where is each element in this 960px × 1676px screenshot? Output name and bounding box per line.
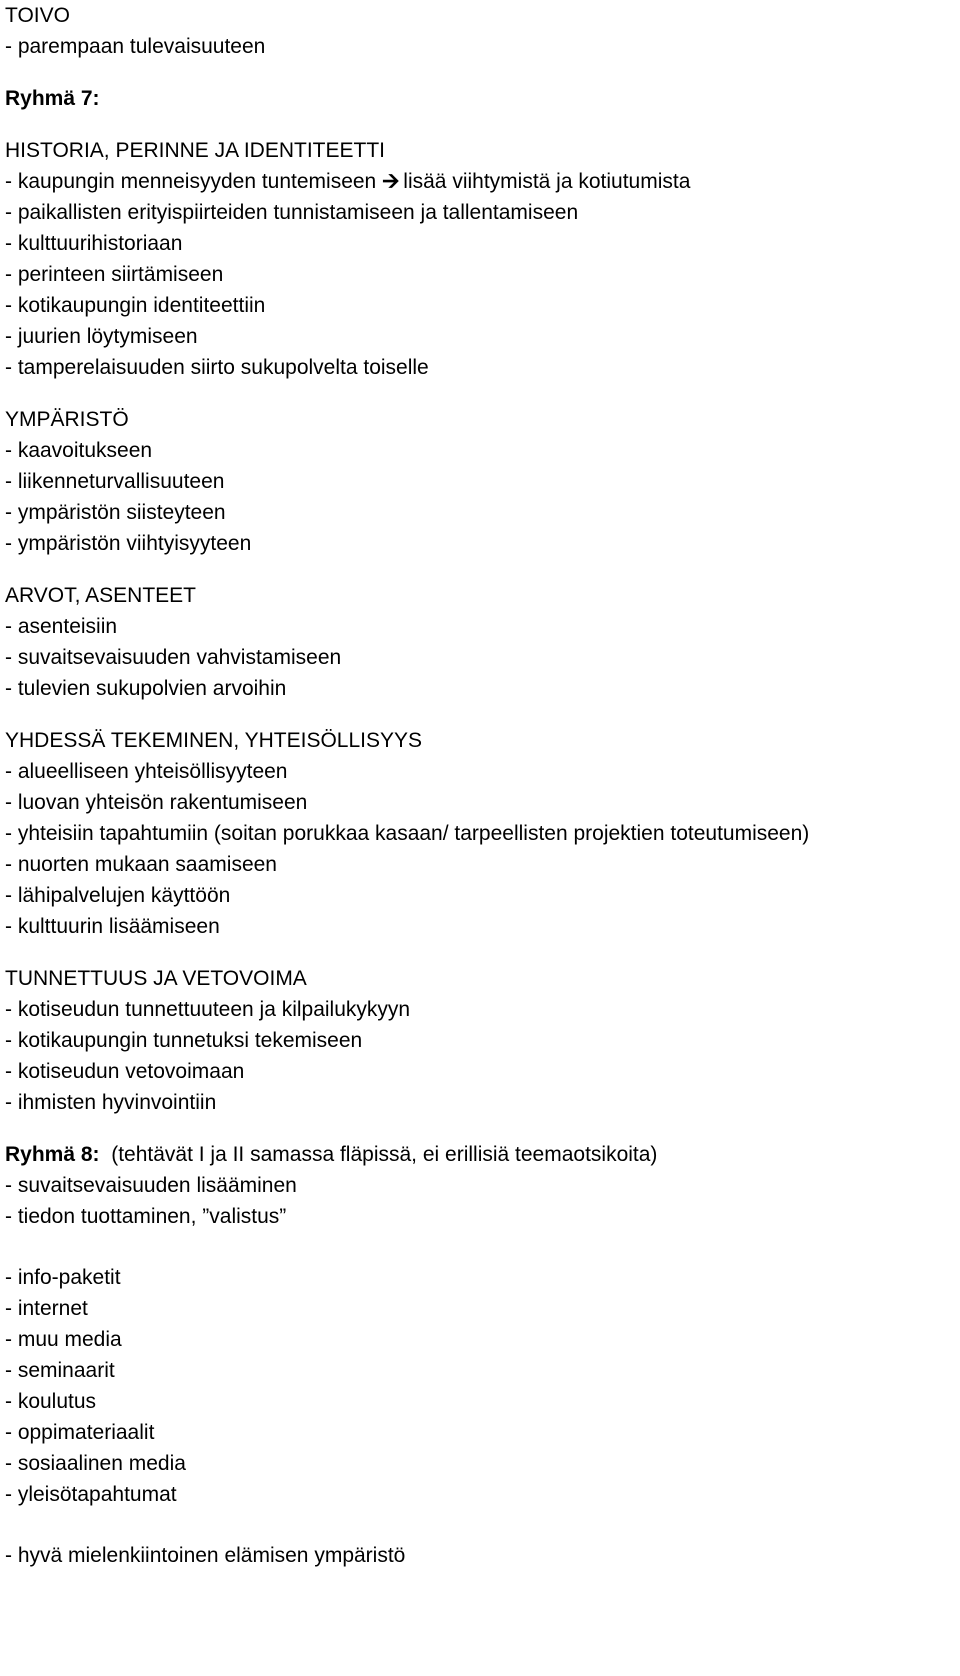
section-heading-yhdessa: YHDESSÄ TEKEMINEN, YHTEISÖLLISYYS (5, 729, 423, 752)
arrow-right-icon: 🡪 (382, 170, 400, 193)
list-item: - perinteen siirtämiseen (5, 263, 224, 286)
list-item: - lähipalvelujen käyttöön (5, 884, 231, 907)
list-item: - parempaan tulevaisuuteen (5, 35, 266, 58)
list-item: - oppimateriaalit (5, 1421, 155, 1444)
spacer (5, 383, 955, 404)
list-item: - asenteisiin (5, 615, 118, 638)
section-heading-tunnettuus: TUNNETTUUS JA VETOVOIMA (5, 967, 307, 990)
list-item: - info-paketit (5, 1266, 121, 1289)
list-item: - tulevien sukupolvien arvoihin (5, 677, 287, 700)
group-8-header (5, 1139, 955, 1170)
list-item: - internet (5, 1297, 88, 1320)
list-item: - tamperelaisuuden siirto sukupolvelta toiselle (5, 356, 429, 379)
list-item: - suvaitsevaisuuden vahvistamiseen (5, 646, 342, 669)
section-heading-historia: HISTORIA, PERINNE JA IDENTITEETTI (5, 139, 385, 162)
list-item: - seminaarit (5, 1359, 115, 1382)
spacer (5, 559, 955, 580)
list-item: - hyvä mielenkiintoinen elämisen ympäristö (5, 1544, 406, 1567)
list-item-with-arrow (5, 166, 955, 197)
spacer (5, 704, 955, 725)
list-item: - yleisötapahtumat (5, 1483, 177, 1506)
group-8-note: (tehtävät I ja II samassa fläpissä, ei erillisiä teemaotsikoita) (111, 1143, 658, 1166)
document (5, 0, 955, 1571)
list-item: - luovan yhteisön rakentumiseen (5, 791, 308, 814)
list-item: - suvaitsevaisuuden lisääminen (5, 1174, 297, 1197)
spacer (5, 1118, 955, 1139)
list-item: - muu media (5, 1328, 122, 1351)
list-item: - kotiseudun tunnettuuteen ja kilpailukykyyn (5, 998, 411, 1021)
spacer (5, 62, 955, 83)
list-item-right-text: lisää viihtymistä ja kotiutumista (403, 170, 691, 193)
list-item: - paikallisten erityispiirteiden tunnistamiseen ja tallentamiseen (5, 201, 579, 224)
list-item: - kotikaupungin tunnetuksi tekemiseen (5, 1029, 363, 1052)
list-item: - juurien löytymiseen (5, 325, 198, 348)
group-7-heading: Ryhmä 7: (5, 87, 100, 110)
list-item: - ympäristön viihtyisyyteen (5, 532, 252, 555)
list-item: - sosiaalinen media (5, 1452, 186, 1475)
list-item-left-text: - kaupungin menneisyyden tuntemiseen (5, 170, 377, 193)
list-item: - kulttuurihistoriaan (5, 232, 183, 255)
section-title-toivo: TOIVO (5, 4, 70, 27)
list-item: - nuorten mukaan saamiseen (5, 853, 277, 876)
spacer (5, 1510, 955, 1540)
list-item: - ihmisten hyvinvointiin (5, 1091, 217, 1114)
list-item: - kotiseudun vetovoimaan (5, 1060, 245, 1083)
list-item: - ympäristön siisteyteen (5, 501, 226, 524)
spacer (5, 114, 955, 135)
spacer (5, 1232, 955, 1262)
list-item: - alueelliseen yhteisöllisyyteen (5, 760, 288, 783)
list-item: - liikenneturvallisuuteen (5, 470, 225, 493)
section-heading-ymparisto: YMPÄRISTÖ (5, 408, 129, 431)
list-item: - koulutus (5, 1390, 97, 1413)
list-item: - kotikaupungin identiteettiin (5, 294, 266, 317)
section-heading-arvot: ARVOT, ASENTEET (5, 584, 196, 607)
list-item: - kulttuurin lisäämiseen (5, 915, 220, 938)
group-8-heading: Ryhmä 8: (5, 1143, 100, 1166)
list-item: - kaavoitukseen (5, 439, 153, 462)
spacer (5, 942, 955, 963)
list-item: - tiedon tuottaminen, ”valistus” (5, 1205, 287, 1228)
list-item: - yhteisiin tapahtumiin (soitan porukkaa kasaan/ tarpeellisten projektien toteutumiseen) (5, 822, 810, 845)
